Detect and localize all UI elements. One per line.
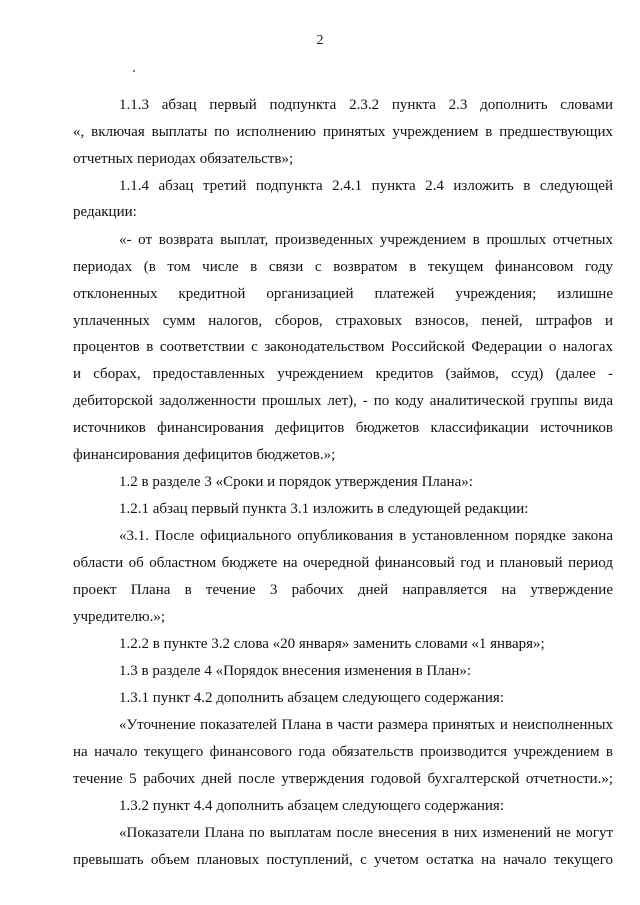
text-line: редакции: bbox=[73, 204, 137, 220]
text-line: на начало текущего финансового года обязательств производится учреждением в bbox=[73, 744, 613, 760]
text-line: и сборах, предоставленных учреждением кредитов (займов, ссуд) (далее - bbox=[73, 366, 613, 382]
text-line: отчетных периодах обязательств»; bbox=[73, 151, 294, 167]
text-line: финансирования дефицитов бюджетов.»; bbox=[73, 447, 336, 463]
text-line: источников финансирования дефицитов бюджетов классификации источников bbox=[73, 420, 613, 436]
text-line: области об областном бюджете на очередной финансовый год и плановый период bbox=[73, 555, 613, 571]
text-line: 1.3.1 пункт 4.2 дополнить абзацем следующего содержания: bbox=[119, 690, 504, 706]
text-line: 1.2 в разделе 3 «Сроки и порядок утверждения Плана»: bbox=[119, 474, 473, 490]
text-line: «Уточнение показателей Плана в части размера принятых и неисполненных bbox=[119, 717, 613, 733]
page-number: 2 bbox=[316, 33, 324, 48]
text-line: отклоненных кредитной организацией платежей учреждения; излишне bbox=[73, 286, 613, 302]
text-line: «3.1. После официального опубликования в установленном порядке закона bbox=[119, 528, 613, 544]
text-line: 1.2.2 в пункте 3.2 слова «20 января» заменить словами «1 января»; bbox=[119, 636, 545, 652]
text-line: процентов в соответствии с законодательством Российской Федерации о налогах bbox=[73, 339, 613, 355]
text-line: течение 5 рабочих дней после утверждения годовой бухгалтерской отчетности.»; bbox=[73, 771, 613, 787]
text-line: уплаченных сумм налогов, сборов, страховых взносов, пеней, штрафов и bbox=[73, 313, 613, 329]
text-line: превышать объем плановых поступлений, с учетом остатка на начало текущего bbox=[73, 852, 613, 868]
text-line: 1.1.3 абзац первый подпункта 2.3.2 пункта 2.3 дополнить словами bbox=[119, 97, 613, 113]
text-line: 1.1.4 абзац третий подпункта 2.4.1 пункта 2.4 изложить в следующей bbox=[119, 178, 613, 194]
text-line: 1.3 в разделе 4 «Порядок внесения изменения в План»: bbox=[119, 663, 472, 679]
text-line: «- от возврата выплат, произведенных учреждением в прошлых отчетных bbox=[119, 232, 613, 248]
text-line: периодах (в том числе в связи с возвратом в текущем финансовом году bbox=[73, 259, 613, 275]
text-line: «, включая выплаты по исполнению принятых учреждением в предшествующих bbox=[73, 124, 613, 140]
text-line: учредителю.»; bbox=[73, 609, 165, 625]
text-line: 1.3.2 пункт 4.4 дополнить абзацем следующего содержания: bbox=[119, 798, 504, 814]
text-line: 1.2.1 абзац первый пункта 3.1 изложить в следующей редакции: bbox=[119, 501, 529, 517]
scan-speck bbox=[133, 70, 135, 72]
text-line: «Показатели Плана по выплатам после внесения в них изменений не могут bbox=[119, 825, 613, 841]
text-line: дебиторской задолженности прошлых лет), - по коду аналитической группы вида bbox=[73, 393, 613, 409]
text-line: проект Плана в течение 3 рабочих дней направляется на утверждение bbox=[73, 582, 613, 598]
